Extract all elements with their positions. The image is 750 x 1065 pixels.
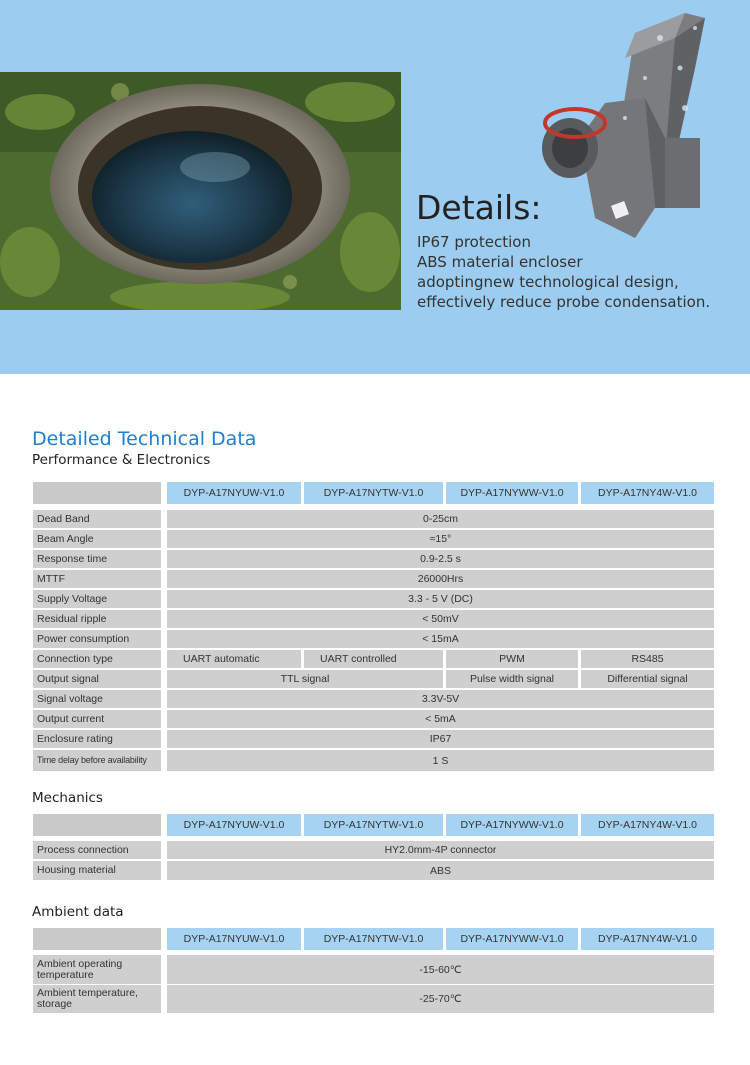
model-header: DYP-A17NYTW-V1.0 bbox=[304, 814, 443, 836]
row-label: Output current bbox=[33, 710, 161, 728]
ambient-heading: Ambient data bbox=[32, 904, 124, 920]
row-value: ABS bbox=[167, 861, 714, 880]
row-value: Differential signal bbox=[581, 670, 714, 688]
row-label: Process connection bbox=[33, 841, 161, 859]
row-value: ≈15° bbox=[167, 530, 714, 548]
mechanics-model-header bbox=[33, 814, 714, 836]
row-label: Ambient temperature, storage bbox=[33, 985, 161, 1013]
model-header: DYP-A17NYWW-V1.0 bbox=[446, 482, 578, 504]
performance-model-header bbox=[33, 482, 714, 504]
row-label: Dead Band bbox=[33, 510, 161, 528]
model-header: DYP-A17NY4W-V1.0 bbox=[581, 814, 714, 836]
row-value: PWM bbox=[446, 650, 578, 668]
manhole-photo bbox=[0, 72, 401, 310]
row-label: Time delay before availability bbox=[33, 750, 161, 771]
row-value: 0-25cm bbox=[167, 510, 714, 528]
row-label: Signal voltage bbox=[33, 690, 161, 708]
model-header: DYP-A17NY4W-V1.0 bbox=[581, 928, 714, 950]
ambient-model-header bbox=[33, 928, 714, 950]
table-row bbox=[33, 730, 714, 748]
model-header: DYP-A17NYWW-V1.0 bbox=[446, 814, 578, 836]
row-label: Ambient operating temperature bbox=[33, 955, 161, 984]
model-header: DYP-A17NY4W-V1.0 bbox=[581, 482, 714, 504]
table-row bbox=[33, 630, 714, 648]
table-row bbox=[33, 710, 714, 728]
table-row bbox=[33, 530, 714, 548]
sensor-product-photo bbox=[525, 8, 750, 243]
feature-item: adoptingnew technological design, bbox=[417, 273, 679, 291]
row-value: 1 S bbox=[167, 750, 714, 771]
table-row bbox=[33, 610, 714, 628]
row-value: 0.9-2.5 s bbox=[167, 550, 714, 568]
model-header: DYP-A17NYUW-V1.0 bbox=[167, 482, 301, 504]
row-value: -15-60℃ bbox=[167, 955, 714, 984]
row-label: Output signal bbox=[33, 670, 161, 688]
header-blank-cell bbox=[33, 814, 161, 836]
table-row bbox=[33, 670, 714, 688]
model-header: DYP-A17NYTW-V1.0 bbox=[304, 928, 443, 950]
table-row bbox=[33, 690, 714, 708]
model-header: DYP-A17NYWW-V1.0 bbox=[446, 928, 578, 950]
row-label: Enclosure rating bbox=[33, 730, 161, 748]
performance-heading: Performance & Electronics bbox=[32, 452, 211, 468]
feature-item: IP67 protection bbox=[417, 233, 531, 251]
row-value: < 5mA bbox=[167, 710, 714, 728]
row-value: 3.3 - 5 V (DC) bbox=[167, 590, 714, 608]
row-value: TTL signal bbox=[167, 670, 443, 688]
row-value: 26000Hrs bbox=[167, 570, 714, 588]
table-row bbox=[33, 985, 714, 1013]
table-row bbox=[33, 841, 714, 859]
table-row bbox=[33, 510, 714, 528]
row-value: HY2.0mm-4P connector bbox=[167, 841, 714, 859]
header-blank-cell bbox=[33, 928, 161, 950]
details-banner bbox=[0, 0, 750, 374]
row-value: < 15mA bbox=[167, 630, 714, 648]
row-label: Beam Angle bbox=[33, 530, 161, 548]
table-row bbox=[33, 750, 714, 771]
row-label: Housing material bbox=[33, 861, 161, 880]
feature-item: ABS material encloser bbox=[417, 253, 583, 271]
model-header: DYP-A17NYUW-V1.0 bbox=[167, 928, 301, 950]
row-label: Supply Voltage bbox=[33, 590, 161, 608]
model-header: DYP-A17NYUW-V1.0 bbox=[167, 814, 301, 836]
header-blank-cell bbox=[33, 482, 161, 504]
row-label: Power consumption bbox=[33, 630, 161, 648]
details-title: Details: bbox=[416, 188, 542, 227]
row-label: Connection type bbox=[33, 650, 161, 668]
mechanics-heading: Mechanics bbox=[32, 790, 103, 806]
row-value: RS485 bbox=[581, 650, 714, 668]
row-value: < 50mV bbox=[167, 610, 714, 628]
row-value: -25-70℃ bbox=[167, 985, 714, 1013]
table-row bbox=[33, 955, 714, 984]
row-value: 3.3V-5V bbox=[167, 690, 714, 708]
feature-list bbox=[417, 232, 710, 312]
row-value: Pulse width signal bbox=[446, 670, 578, 688]
model-header: DYP-A17NYTW-V1.0 bbox=[304, 482, 443, 504]
table-row bbox=[33, 570, 714, 588]
row-value: UART automatic bbox=[167, 650, 301, 668]
spec-title: Detailed Technical Data bbox=[32, 428, 257, 450]
row-label: MTTF bbox=[33, 570, 161, 588]
row-label: Response time bbox=[33, 550, 161, 568]
table-row bbox=[33, 861, 714, 880]
row-value: IP67 bbox=[167, 730, 714, 748]
row-value: UART controlled bbox=[304, 650, 443, 668]
table-row bbox=[33, 650, 714, 668]
row-label: Residual ripple bbox=[33, 610, 161, 628]
table-row bbox=[33, 590, 714, 608]
table-row bbox=[33, 550, 714, 568]
feature-item: effectively reduce probe condensation. bbox=[417, 293, 711, 311]
